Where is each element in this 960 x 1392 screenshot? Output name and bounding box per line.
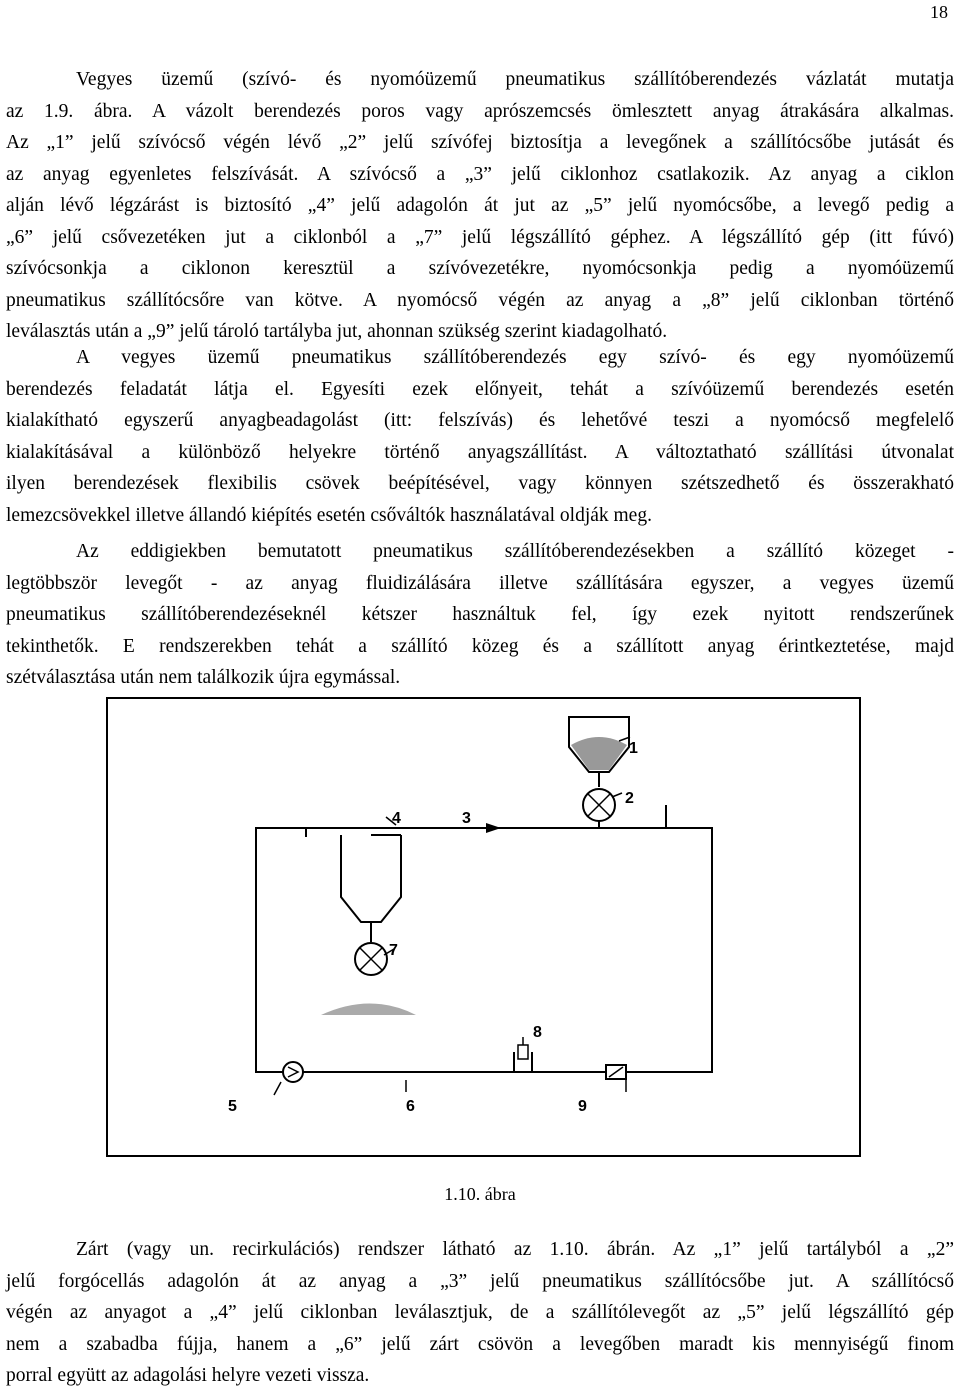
text-line: „6” jelű csővezetéken jut a ciklonból a „7” jelű légszállító géphez. A légszállító gép (itt fúvó) [6, 226, 954, 248]
paragraph-nyitott-rendszer [6, 536, 954, 694]
cyclone-4 [341, 835, 401, 922]
fan-5 [283, 1062, 303, 1082]
label-9: 9 [578, 1098, 587, 1115]
label-5: 5 [228, 1098, 237, 1115]
text-line: pneumatikus szállítóberendezéseknél kétszer használtuk fel, így ezek nyitott rendszerűnek [6, 604, 954, 625]
diagram-svg [106, 697, 861, 1157]
text-line: Az eddigiekben bemutatott pneumatikus szállítóberendezésekben a szállító közeget - [76, 541, 954, 562]
text-line: leválasztás után a „9” jelű tároló tartályba jut, ahonnan szükség szerint kiadagolható. [6, 321, 668, 342]
text-line: az 1.9. ábra. A vázolt berendezés poros vagy aprószemcsés ömlesztett anyag átrakására alkalmas. [6, 100, 954, 122]
paragraph-zart-rendszer [6, 1234, 954, 1392]
text-line: nem a szabadba fújja, hanem a „6” jelű zárt csövön a levegőben maradt kis mennyiségű finom [6, 1333, 954, 1355]
text-line: berendezés feladatát látja el. Egyesíti ezek előnyeit, tehát a szívóüzemű berendezés esetén [6, 378, 954, 400]
page-number: 18 [930, 2, 948, 22]
figure-frame [107, 698, 860, 1156]
label-1: 1 [629, 740, 638, 757]
text-line: jelű forgócellás adagolón át az anyag a „3” jelű pneumatikus szállítócsőbe jut. A szállítócső [6, 1270, 954, 1292]
text-line: végén az anyagot a „4” jelű ciklonban leválasztjuk, de a szállítólevegőt az „5” jelű légszállító gép [6, 1302, 954, 1323]
text-line: az anyag egyenletes felszívását. A szívócső a „3” jelű ciklonhoz csatlakozik. Az anyag a ciklon [6, 163, 954, 185]
label-8: 8 [533, 1024, 542, 1041]
text-line: legtöbbször levegőt - az anyag fluidizálására illetve szállítására egyszer, a vegyes üzemű [6, 572, 954, 594]
label-7: 7 [389, 942, 398, 959]
figure-caption: 1.10. ábra [444, 1184, 516, 1204]
text-line: kialakításával a különböző helyekre történő anyagszállítást. A változtatható szállítási útvonalat [6, 441, 954, 463]
paragraph-vegyes-feladat [6, 342, 954, 531]
text-line: szívócsonkja a ciklonon keresztül a szívóvezetékre, nyomócsonkja pedig a nyomóüzemű [6, 258, 954, 279]
text-line: lemezcsövekkel illetve állandó kiépítés esetén csőváltók használatával oldják meg. [6, 504, 652, 526]
text-line: Vegyes üzemű (szívó- és nyomóüzemű pneumatikus szállítóberendezés vázlatát mutatja [76, 69, 954, 90]
text-line: Zárt (vagy un. recirkulációs) rendszer látható az 1.10. ábrán. Az „1” jelű tartályból a „2” [76, 1239, 954, 1260]
paragraph-vegyes-uzemu [6, 64, 954, 348]
label-6: 6 [406, 1098, 415, 1115]
text-line: pneumatikus szállítócsőre van kötve. A nyomócső végén az anyag a „8” jelű ciklonban történő [6, 289, 954, 311]
text-line: szétválasztása után nem találkozik újra egymással. [6, 667, 401, 688]
text-line: A vegyes üzemű pneumatikus szállítóberendezés egy szívó- és egy nyomóüzemű [76, 347, 954, 368]
label-3: 3 [462, 810, 471, 827]
label-2: 2 [625, 790, 634, 807]
text-line: alján lévő légzárást is biztosító „4” jelű adagolón át jut az „5” jelű nyomócsőbe, a levegő pedig a [6, 195, 954, 216]
text-line: Az „1” jelű szívócső végén lévő „2” jelű szívófej biztosítja a levegőnek a szállítócsőbe jutását és [6, 132, 954, 153]
figure-closed-system-diagram [106, 697, 861, 1157]
text-line: ilyen berendezések flexibilis csövek beépítésével, vagy könnyen szétszedhető és összerakható [6, 473, 954, 494]
text-line: porral együtt az adagolási helyre vezeti vissza. [6, 1365, 370, 1386]
text-line: tekinthetők. E rendszerekben tehát a szállító közeg és a szállított anyag érintkeztetése, majd [6, 635, 954, 657]
text-line: kialakítható egyszerű anyagbeadagolást (itt: felszívás) és lehetővé teszi a nyomócső megfelelő [6, 410, 954, 431]
label-4: 4 [392, 810, 401, 827]
